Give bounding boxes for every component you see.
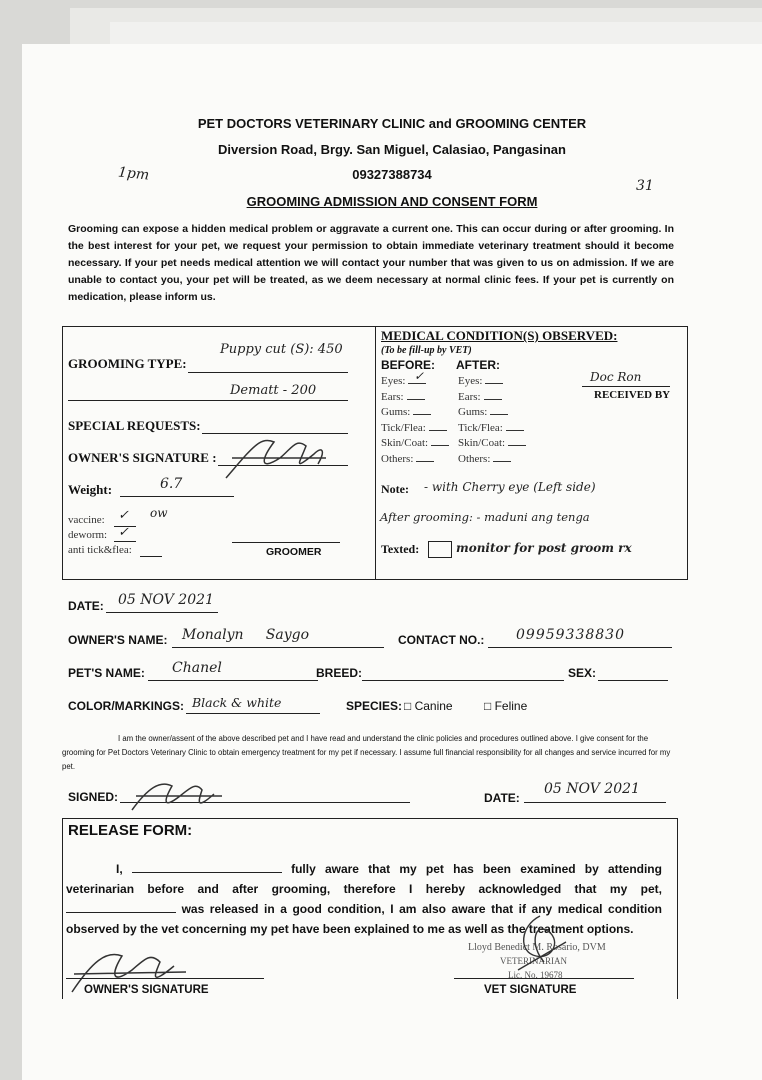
- deworm-label: deworm:: [68, 529, 108, 541]
- release-paragraph: [66, 859, 662, 939]
- condition-blank: [484, 391, 502, 400]
- condition-item: [381, 391, 449, 407]
- before-label: BEFORE:: [381, 358, 435, 372]
- species-feline-option[interactable]: □ Feline: [484, 699, 528, 713]
- condition-item: [458, 453, 526, 469]
- condition-blank: [413, 406, 431, 415]
- note-line-2: After grooming: - maduni ang tenga: [380, 510, 590, 524]
- note-line-1: - with Cherry eye (Left side): [424, 480, 596, 494]
- condition-blank: [493, 453, 511, 462]
- received-by-label: RECEIVED BY: [594, 389, 671, 401]
- condition-blank: [506, 422, 524, 431]
- condition-item-label: Others:: [458, 452, 491, 465]
- condition-item-label: Eyes:: [381, 375, 406, 387]
- medical-title: MEDICAL CONDITION(S) OBSERVED:: [381, 328, 618, 343]
- special-requests-label: SPECIAL REQUESTS:: [68, 418, 201, 433]
- contact-label: CONTACT NO.:: [398, 633, 485, 647]
- breed-label: BREED:: [316, 666, 363, 680]
- vet-stamp-license: Lic. No. 19678: [508, 970, 563, 980]
- color-markings-label: COLOR/MARKINGS:: [68, 699, 184, 713]
- consent-date-label: DATE:: [484, 791, 520, 805]
- texted-label: Texted:: [381, 542, 420, 556]
- grooming-type-value-2: Dematt - 200: [230, 383, 317, 398]
- condition-item-label: Skin/Coat:: [458, 437, 506, 449]
- eyes-before-check: ✓: [414, 369, 425, 383]
- condition-item: [381, 453, 449, 469]
- box-divider: [375, 326, 376, 580]
- consent-date-value: 05 NOV 2021: [544, 781, 640, 797]
- condition-item-label: Eyes:: [458, 375, 483, 387]
- vet-signature-scribble: [510, 912, 570, 974]
- owner-name-label: OWNER'S NAME:: [68, 633, 168, 647]
- release-title: RELEASE FORM:: [68, 822, 193, 839]
- sex-label: SEX:: [568, 666, 597, 680]
- species-canine-option[interactable]: □ Canine: [404, 699, 453, 713]
- release-text-c: was released in a good condition, I am also aware that if any medical condition observed by the vet concerning my pet have been explained to me as well as the treatment options.: [66, 902, 663, 936]
- weight-value: 6.7: [160, 476, 183, 492]
- intro-paragraph: Grooming can expose a hidden medical problem or aggravate a current one. This can occur during or after grooming. In the best interest for your pet, we request your permission to obtain immediate veterinary treatment should it become necessary. If your pet needs medical attention we will contact your number that was given to us on admission. If we are unable to contact you, your pet will be treated, as we deem necessary at normal clinic fees. If your pet is currently on medication, please inform us.: [68, 223, 674, 303]
- contact-value: 09959338830: [516, 627, 625, 643]
- vet-stamp-name: Lloyd Benedict M. Rosario, DVM: [468, 942, 606, 953]
- deworm-check: ✓: [118, 525, 129, 540]
- consent-paragraph: I am the owner/assent of the above described pet and I have read and understand the clinic policies and procedures outlined above. I give consent for the grooming for Pet Doctors Veterinary Clinic to obtain emergency treatment for my pet if necessary. I assume full financial responsibility for all changes and service incurred for my pet.: [62, 734, 671, 771]
- grooming-type-label: GROOMING TYPE:: [68, 356, 187, 371]
- consent-signature-scribble: [128, 774, 228, 818]
- texted-note: monitor for post groom rx: [456, 541, 632, 555]
- date-label: DATE:: [68, 599, 104, 613]
- condition-item-label: Gums:: [381, 406, 411, 418]
- release-text-b: fully aware that my pet has been examined by attending veterinarian before and after grooming, therefore I hereby acknowledged that my pet,: [66, 862, 662, 896]
- condition-blank: [431, 437, 449, 446]
- condition-blank: [508, 437, 526, 446]
- owner-name-value: Monalyn Saygo: [182, 627, 310, 643]
- condition-item: [458, 437, 526, 453]
- vet-stamp-title: VETERINARIAN: [500, 956, 567, 966]
- owner-signature-caption: OWNER'S SIGNATURE: [84, 984, 209, 996]
- form-number-note: 31: [636, 178, 654, 194]
- color-markings-value: Black & white: [192, 695, 282, 710]
- condition-item: [458, 406, 526, 422]
- condition-item: [458, 422, 526, 438]
- owner-signature-scribble: [222, 428, 332, 486]
- vaccine-label: vaccine:: [68, 514, 105, 526]
- medical-subtitle: (To be fill-up by VET): [381, 345, 472, 356]
- condition-item-label: Tick/Flea:: [458, 421, 503, 434]
- condition-item: [458, 391, 526, 407]
- date-value: 05 NOV 2021: [118, 592, 214, 608]
- condition-item: [381, 437, 449, 453]
- condition-blank: [407, 391, 425, 400]
- condition-blank: [429, 422, 447, 431]
- condition-item-label: Ears:: [381, 390, 404, 403]
- grooming-type-value-1: Puppy cut (S): 450: [220, 342, 343, 357]
- condition-item-label: Skin/Coat:: [381, 437, 429, 449]
- condition-blank: [485, 375, 503, 384]
- condition-item-label: Tick/Flea:: [381, 421, 426, 434]
- condition-item: [381, 406, 449, 422]
- vet-signature-caption: VET SIGNATURE: [484, 984, 577, 996]
- owner-signature-label: OWNER'S SIGNATURE :: [68, 450, 217, 465]
- vaccine-note: ow: [150, 506, 168, 520]
- after-checklist: [458, 375, 526, 468]
- note-label: Note:: [381, 482, 409, 496]
- antitick-label: anti tick&flea:: [68, 544, 132, 556]
- condition-item-label: Others:: [381, 452, 414, 465]
- weight-label: Weight:: [68, 482, 113, 497]
- species-label: SPECIES:: [346, 699, 403, 713]
- texted-checkbox[interactable]: [428, 541, 452, 558]
- release-text-a: I,: [116, 862, 123, 876]
- consent-form-page: [22, 44, 762, 1080]
- pet-name-value: Chanel: [172, 660, 222, 676]
- form-title: GROOMING ADMISSION AND CONSENT FORM: [246, 194, 538, 209]
- groomer-label: GROOMER: [266, 546, 322, 558]
- before-checklist: [381, 375, 449, 468]
- condition-blank: [416, 453, 434, 462]
- condition-item: [381, 422, 449, 438]
- clinic-phone: 09327388734: [352, 167, 432, 182]
- clinic-name: PET DOCTORS VETERINARY CLINIC and GROOMING CENTER: [197, 116, 587, 131]
- condition-item-label: Gums:: [458, 406, 488, 418]
- condition-item-label: Ears:: [458, 390, 481, 403]
- vaccine-check: ✓: [118, 508, 129, 523]
- pet-name-label: PET'S NAME:: [68, 666, 145, 680]
- time-note: 1pm: [117, 164, 150, 184]
- received-by-value: Doc Ron: [590, 370, 642, 384]
- after-label: AFTER:: [456, 358, 500, 372]
- condition-item: [458, 375, 526, 391]
- condition-blank: [490, 406, 508, 415]
- clinic-address: Diversion Road, Brgy. San Miguel, Calasiao, Pangasinan: [218, 142, 566, 157]
- signed-label: SIGNED:: [68, 790, 119, 804]
